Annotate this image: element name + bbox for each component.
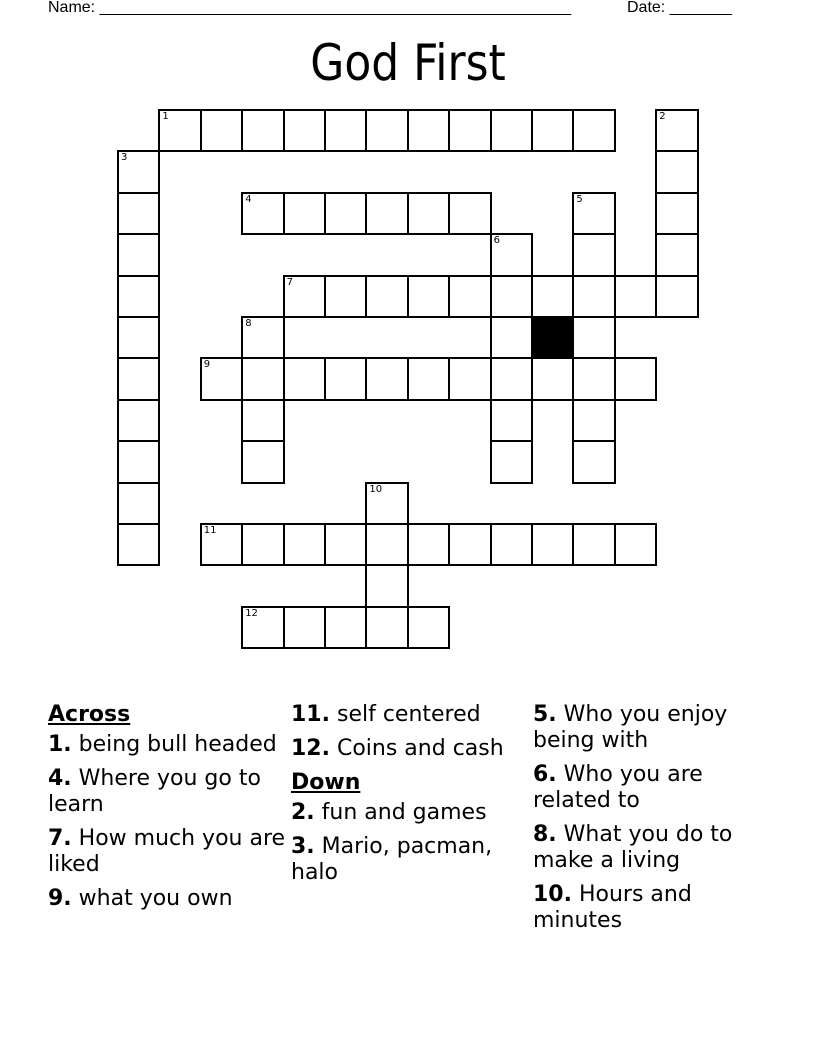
clue-number: 8. [533,822,557,847]
grid-cell[interactable] [614,523,657,566]
clue-number: 7. [48,826,72,851]
grid-cell[interactable] [407,192,450,235]
grid-cell[interactable] [365,523,408,566]
date-field-label: Date: _______ [627,0,732,16]
clue-down-8 [533,822,773,874]
grid-cell[interactable] [407,109,450,152]
grid-cell[interactable] [407,523,450,566]
grid-cell[interactable] [572,109,615,152]
grid-cell[interactable] [448,523,491,566]
clue-text: what you own [71,886,233,911]
grid-cell[interactable] [490,399,533,442]
grid-cell[interactable] [324,275,367,318]
grid-cell[interactable] [283,109,326,152]
grid-cell[interactable] [241,109,284,152]
grid-cell[interactable] [365,109,408,152]
grid-cell[interactable] [572,357,615,400]
clue-number: 11. [291,702,330,727]
grid-cell[interactable] [283,275,326,318]
grid-cell[interactable] [448,275,491,318]
grid-cell[interactable] [324,523,367,566]
grid-cell[interactable] [655,109,698,152]
grid-cell[interactable] [117,192,160,235]
clue-text: Who you enjoy being with [533,702,728,753]
grid-cell[interactable] [117,275,160,318]
clue-number: 10. [533,882,572,907]
clue-text: Where you go to learn [48,766,261,817]
grid-cell[interactable] [614,275,657,318]
cell-number: 8 [245,318,252,329]
grid-cell[interactable] [490,440,533,483]
clue-number: 1. [48,732,72,757]
grid-cell[interactable] [200,523,243,566]
cell-number: 11 [203,525,217,536]
grid-cell[interactable] [241,192,284,235]
grid-cell[interactable] [241,606,284,649]
grid-cell[interactable] [531,109,574,152]
grid-cell[interactable] [448,192,491,235]
grid-cell[interactable] [572,399,615,442]
clue-number: 4. [48,766,72,791]
name-field-label: Name: _____________________________________________________ [48,0,572,16]
clue-number: 6. [533,762,557,787]
clue-text: Who you are related to [533,762,703,813]
down-heading: Down [291,770,361,795]
clue-number: 12. [291,736,330,761]
cell-number: 2 [659,111,666,122]
grid-cell[interactable] [117,482,160,525]
grid-cell[interactable] [490,357,533,400]
clue-text: Hours and minutes [533,882,692,933]
grid-cell[interactable] [490,523,533,566]
grid-cell[interactable] [407,357,450,400]
cell-number: 12 [245,607,258,619]
grid-cell[interactable] [448,357,491,400]
clues-column-3 [533,702,773,942]
clue-down-5 [533,702,773,754]
across-heading: Across [48,702,131,727]
grid-cell[interactable] [324,606,367,649]
grid-cell[interactable] [283,357,326,400]
grid-cell[interactable] [531,275,574,318]
cell-number: 4 [245,193,252,205]
grid-cell[interactable] [365,357,408,400]
grid-cell[interactable] [365,192,408,235]
cell-number: 3 [121,152,128,164]
cell-number: 5 [576,193,583,205]
grid-cell[interactable] [365,606,408,649]
clue-number: 2. [291,800,315,825]
grid-cell[interactable] [117,440,160,483]
grid-cell[interactable] [407,275,450,318]
grid-cell[interactable] [241,399,284,442]
grid-cell[interactable] [490,109,533,152]
clue-down-2 [291,800,531,826]
grid-cell[interactable] [365,275,408,318]
clue-down-10 [533,882,773,934]
black-cell [531,316,574,359]
grid-cell[interactable] [655,150,698,193]
clue-across-11 [291,702,531,728]
grid-cell[interactable] [117,316,160,359]
clues-column-2 [291,702,531,894]
clue-down-6 [533,762,773,814]
grid-cell[interactable] [572,233,615,276]
grid-cell[interactable] [283,606,326,649]
grid-cell[interactable] [117,399,160,442]
grid-cell[interactable] [324,357,367,400]
grid-cell[interactable] [324,109,367,152]
grid-cell[interactable] [283,523,326,566]
grid-cell[interactable] [241,523,284,566]
clue-text: Coins and cash [329,736,504,761]
clue-across-9 [48,886,288,912]
grid-cell[interactable] [117,357,160,400]
grid-cell[interactable] [407,606,450,649]
grid-cell[interactable] [200,109,243,152]
clue-text: being bull headed [71,732,277,757]
clue-across-7 [48,826,288,878]
grid-cell[interactable] [490,316,533,359]
grid-cell[interactable] [241,357,284,400]
grid-cell[interactable] [117,150,160,193]
clue-text: Mario, pacman, halo [291,834,493,885]
grid-cell[interactable] [490,233,533,276]
cell-number: 6 [493,235,500,247]
cell-number: 7 [286,276,293,288]
grid-cell[interactable] [241,440,284,483]
clue-number: 9. [48,886,72,911]
clue-down-3 [291,834,531,886]
grid-cell[interactable] [365,482,408,525]
grid-cell[interactable] [572,316,615,359]
grid-cell[interactable] [324,192,367,235]
cell-number: 10 [369,483,383,495]
grid-cell[interactable] [572,440,615,483]
grid-cell[interactable] [614,357,657,400]
grid-cell[interactable] [572,192,615,235]
grid-cell[interactable] [365,564,408,607]
clue-number: 3. [291,834,315,859]
grid-cell[interactable] [158,109,201,152]
clue-across-4 [48,766,288,818]
cell-number: 9 [203,359,211,371]
clue-text: How much you are liked [48,826,286,877]
clue-text: self centered [329,702,481,727]
cell-number: 1 [162,111,169,122]
grid-cell[interactable] [655,275,698,318]
clue-across-1 [48,732,288,758]
grid-cell[interactable] [531,523,574,566]
clue-text: fun and games [314,800,487,825]
grid-cell[interactable] [490,275,533,318]
clues-column-1 [48,702,288,920]
grid-cell[interactable] [117,233,160,276]
grid-cell[interactable] [241,316,284,359]
grid-cell[interactable] [655,233,698,276]
grid-cell[interactable] [572,275,615,318]
clue-text: What you do to make a living [533,822,733,873]
grid-cell[interactable] [200,357,243,400]
grid-cell[interactable] [531,357,574,400]
grid-cell[interactable] [117,523,160,566]
grid-cell[interactable] [572,523,615,566]
clue-number: 5. [533,702,557,727]
grid-cell[interactable] [283,192,326,235]
page-title: God First [310,34,506,92]
clue-across-12 [291,736,531,762]
grid-cell[interactable] [655,192,698,235]
grid-cell[interactable] [448,109,491,152]
